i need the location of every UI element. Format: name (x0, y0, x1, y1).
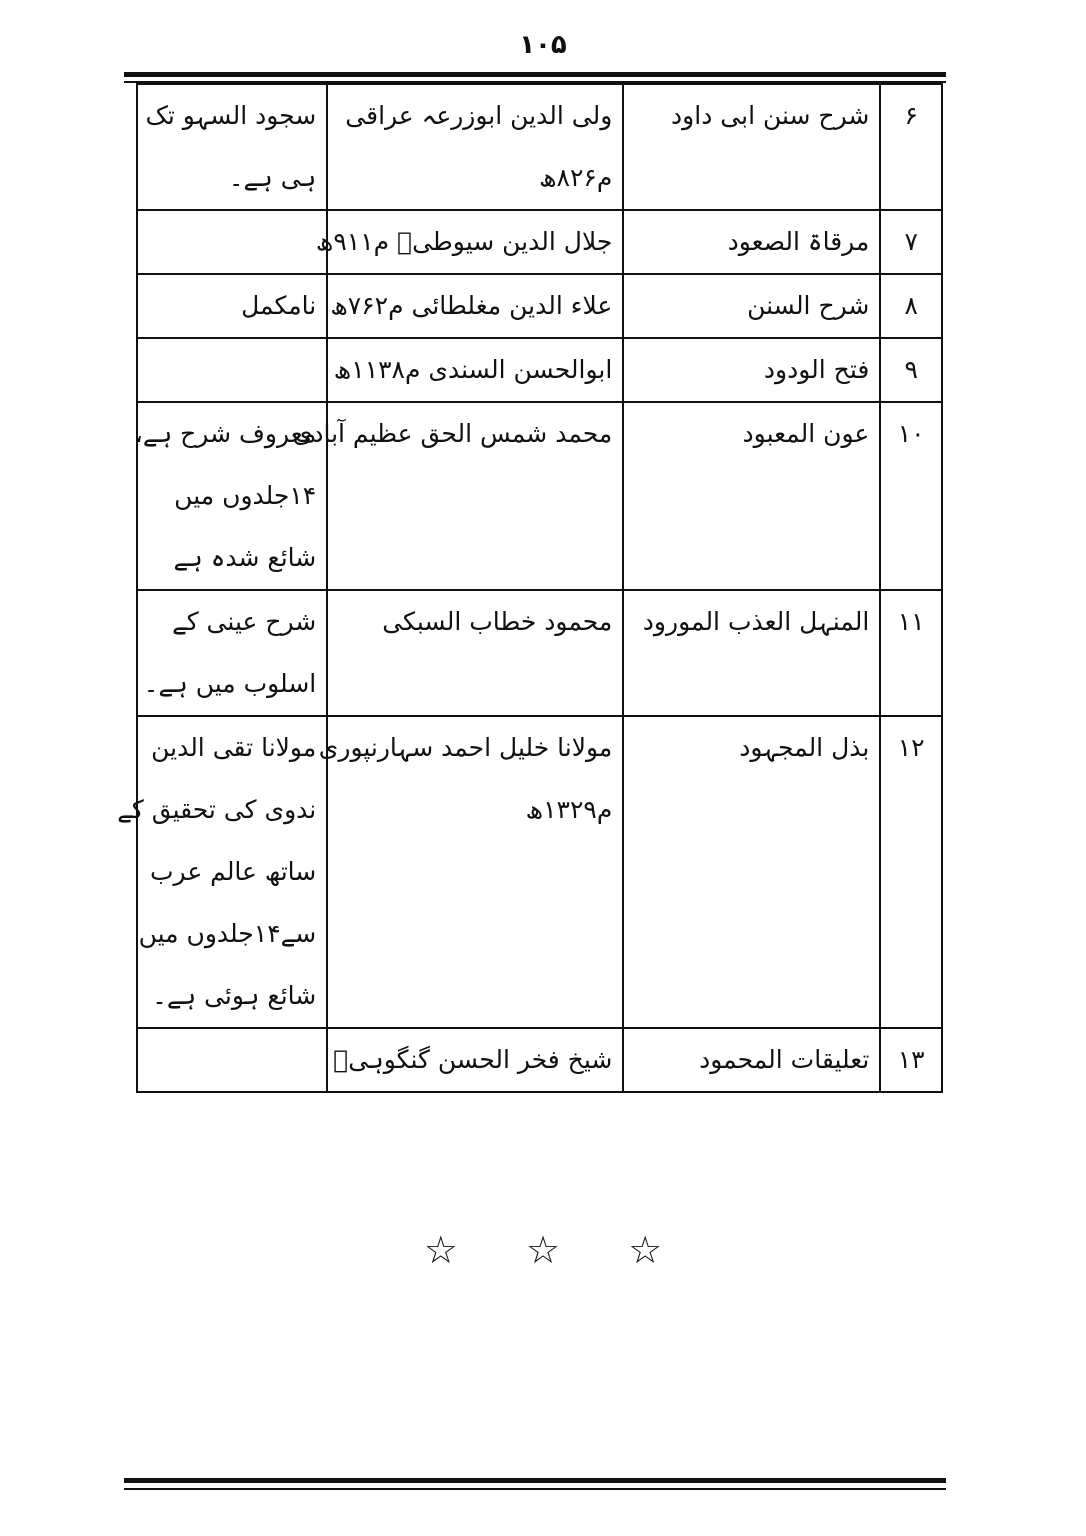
table-row (137, 590, 942, 716)
table-row (137, 338, 942, 402)
remarks-line: مولانا تقی الدین (151, 733, 317, 762)
author-line: جلال الدین سیوطیؒ م۹۱۱ھ (315, 227, 613, 256)
commentary-title: فتح الودود (623, 338, 880, 402)
serial-number: ۷ (880, 210, 942, 274)
serial-number: ۱۳ (880, 1028, 942, 1092)
stars-ornament (0, 1228, 1086, 1272)
commentary-title: شرح السنن (623, 274, 880, 338)
remarks-line: شرح عینی کے (172, 607, 317, 636)
page-number: ۱۰۵ (519, 30, 567, 60)
table-row (137, 1028, 942, 1092)
author-line: ولی الدین ابوزرعہ عراقی (345, 101, 613, 130)
remarks-cell (137, 274, 327, 338)
author-line: ابوالحسن السندی م۱۱۳۸ھ (333, 355, 613, 384)
star-icon: ☆ (525, 1228, 561, 1272)
star-icon: ☆ (628, 1228, 663, 1272)
remarks-line: نامکمل (241, 291, 317, 320)
remarks-cell (134, 402, 327, 590)
table-row (137, 274, 942, 338)
commentary-title: مرقاۃ الصعود (623, 210, 880, 274)
remarks-line: سے۱۴جلدوں میں (138, 919, 317, 948)
remarks-line: شائع ہوئی ہے۔ (152, 981, 317, 1010)
author-cell (327, 338, 623, 402)
remarks-line: شائع شدہ ہے (173, 543, 317, 572)
remarks-cell (137, 84, 327, 210)
author-line: مولانا خلیل احمد سہارنپوری (318, 733, 613, 762)
table-row (137, 716, 942, 1028)
remarks-line: ندوی کی تحقیق کے (117, 795, 317, 824)
author-line: م۱۳۲۹ھ (525, 795, 613, 824)
bottom-rule-thick (124, 1478, 946, 1483)
author-cell (327, 84, 623, 210)
serial-number: ۶ (880, 84, 942, 210)
author-line: م۸۲۶ھ (539, 163, 613, 192)
remarks-cell (117, 716, 327, 1028)
remarks-line: ۱۴جلدوں میں (174, 481, 317, 510)
bottom-rule-thin (124, 1488, 946, 1490)
remarks-line: سجود السہو تک (145, 101, 317, 130)
remarks-line: اسلوب میں ہے۔ (143, 669, 317, 698)
remarks-cell (137, 338, 327, 402)
remarks-line: ساتھ عالم عرب (149, 857, 317, 886)
author-cell (327, 590, 623, 716)
commentary-title: تعلیقات المحمود (623, 1028, 880, 1092)
author-line: محمود خطاب السبکی (382, 607, 613, 636)
top-rule-thick (124, 72, 946, 77)
author-line: محمد شمس الحق عظیم آبادی (292, 419, 613, 448)
star-icon: ☆ (423, 1228, 458, 1272)
serial-number: ۸ (880, 274, 942, 338)
commentaries-table (117, 83, 943, 1093)
author-cell (327, 1028, 623, 1092)
table-row (137, 402, 942, 590)
author-cell (327, 274, 623, 338)
remarks-cell (137, 590, 327, 716)
author-line: علاء الدین مغلطائی م۷۶۲ھ (330, 291, 613, 320)
commentary-title: شرح سنن ابی داود (623, 84, 880, 210)
serial-number: ۱۱ (880, 590, 942, 716)
remarks-cell (137, 1028, 327, 1092)
commentary-title: عون المعبود (623, 402, 880, 590)
table-row (137, 210, 942, 274)
serial-number: ۱۰ (880, 402, 942, 590)
remarks-cell (137, 210, 327, 274)
author-cell (315, 210, 623, 274)
table-row (137, 84, 942, 210)
remarks-line: ہی ہے۔ (228, 163, 317, 192)
author-line: شیخ فخر الحسن گنگوہیؒ (333, 1045, 613, 1074)
commentary-title: المنہل العذب المورود (623, 590, 880, 716)
author-cell (318, 716, 623, 1028)
commentary-title: بذل المجہود (623, 716, 880, 1028)
serial-number: ۹ (880, 338, 942, 402)
remarks-line: معروف شرح ہے، (134, 419, 317, 448)
author-cell (292, 402, 623, 590)
serial-number: ۱۲ (880, 716, 942, 1028)
